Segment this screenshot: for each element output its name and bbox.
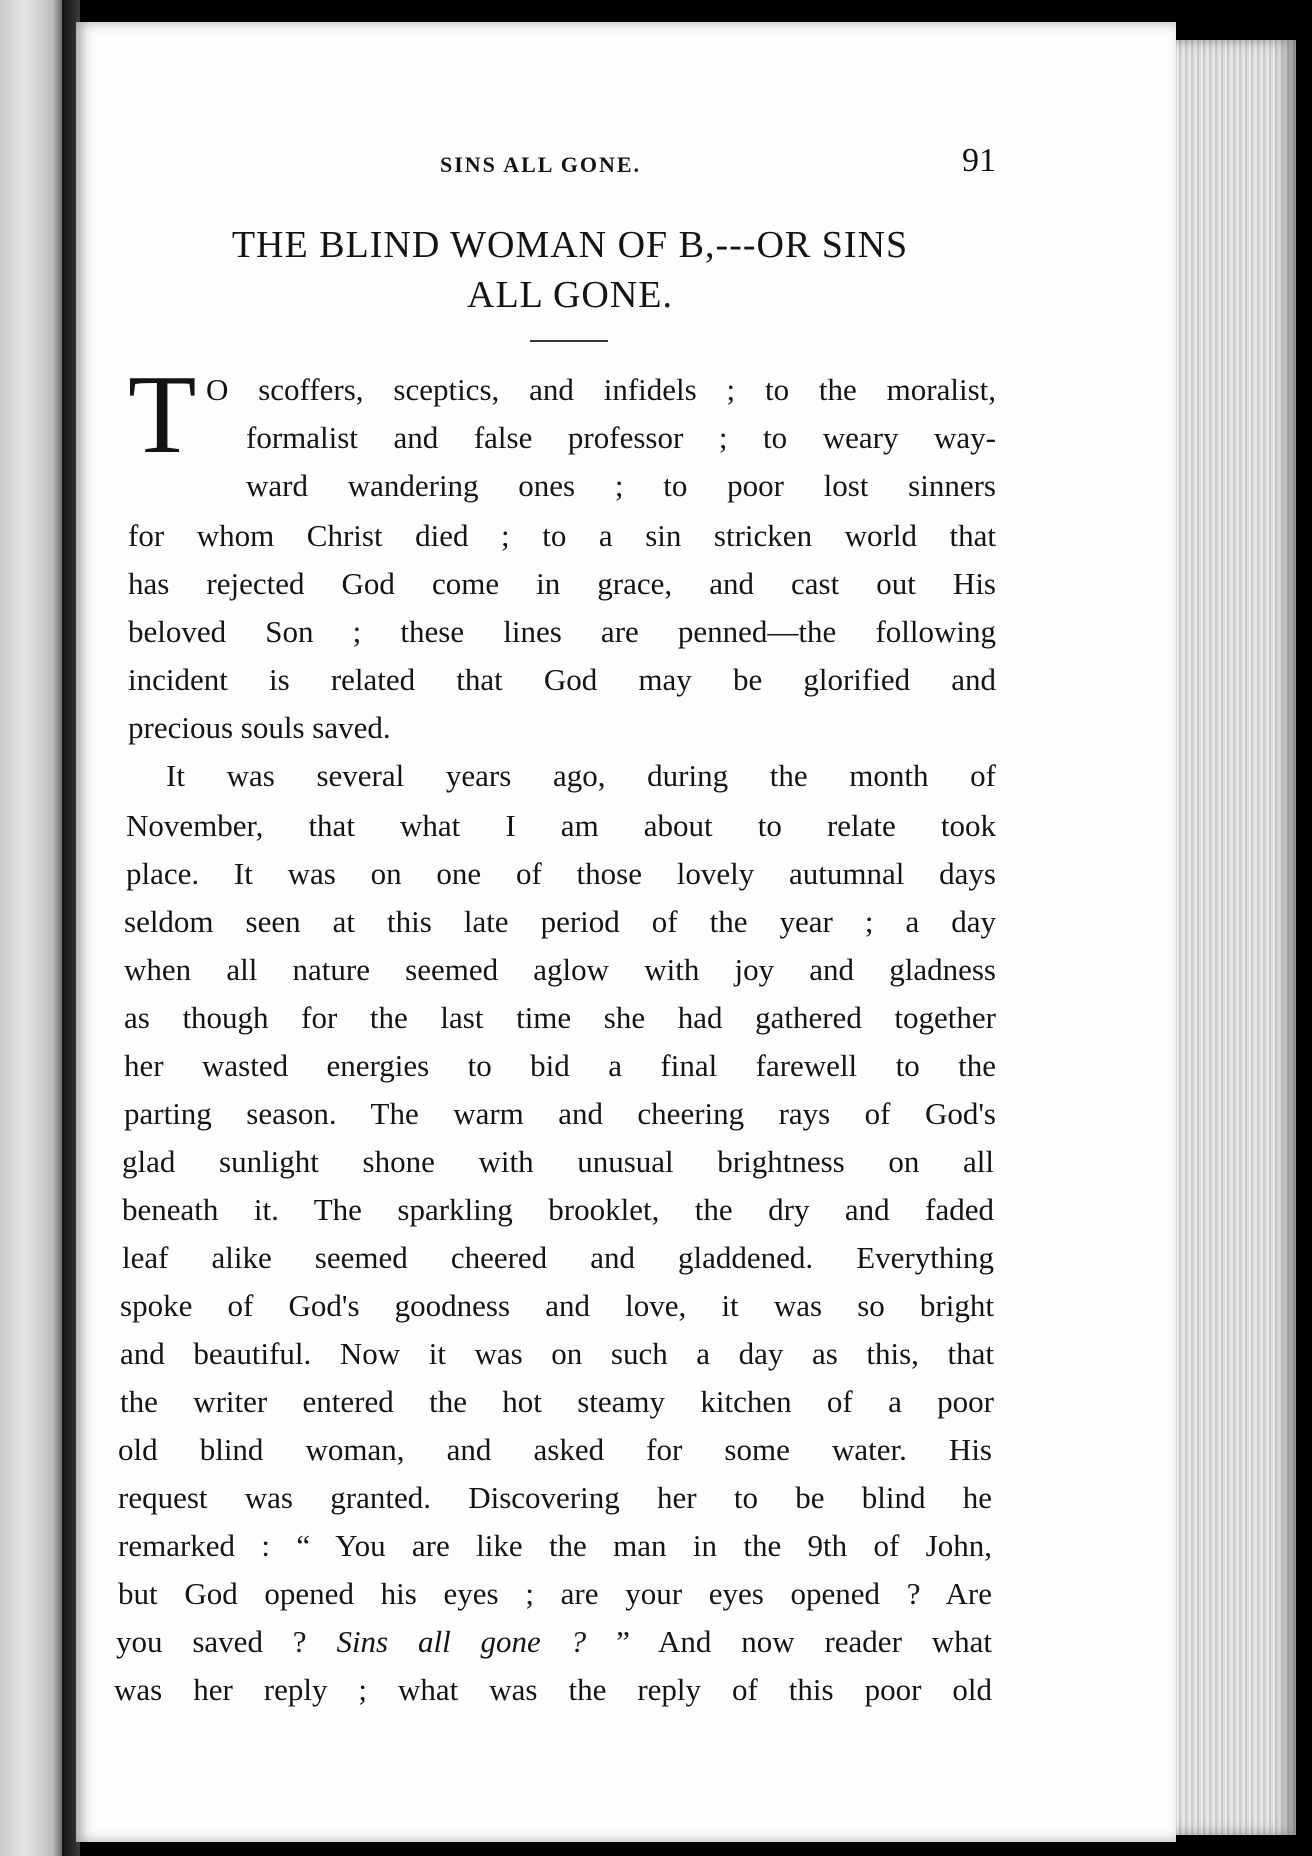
text-line: has rejected God come in grace, and cast out His xyxy=(128,566,996,601)
text-span: ” And now reader what xyxy=(616,1624,993,1659)
title-ornament-rule xyxy=(530,340,608,345)
text-line: O scoffers, sceptics, and infidels ; to the moralist, xyxy=(206,372,996,407)
text-line: beneath it. The sparkling brooklet, the dry and faded xyxy=(122,1192,994,1227)
text-line: remarked : “ You are like the man in the 9th of John, xyxy=(118,1528,992,1563)
text-line: request was granted. Discovering her to be blind he xyxy=(118,1480,992,1515)
text-line: old blind woman, and asked for some water. His xyxy=(118,1432,992,1467)
text-line: precious souls saved. xyxy=(128,710,391,745)
text-line: seldom seen at this late period of the year ; a day xyxy=(124,904,996,939)
text-line xyxy=(116,1622,992,1662)
chapter-title-line-2: ALL GONE. xyxy=(467,274,673,316)
text-line: was her reply ; what was the reply of this poor old xyxy=(114,1672,992,1707)
text-line: November, that what I am about to relate took xyxy=(126,808,996,843)
facing-page-edge xyxy=(0,0,62,1856)
drop-cap: T xyxy=(128,353,197,477)
text-span: you saved ? xyxy=(116,1624,337,1659)
text-line: It was several years ago, during the month of xyxy=(166,758,996,793)
text-line: when all nature seemed aglow with joy and gladness xyxy=(124,952,996,987)
text-line: incident is related that God may be glorified and xyxy=(128,662,996,697)
text-line: glad sunlight shone with unusual brightness on all xyxy=(122,1144,994,1179)
text-line: formalist and false professor ; to weary way- xyxy=(246,420,996,455)
page-edges xyxy=(1170,40,1296,1835)
text-line: place. It was on one of those lovely autumnal days xyxy=(126,856,996,891)
italic-text: Sins all gone ? xyxy=(336,1624,587,1659)
page-number: 91 xyxy=(962,142,996,179)
running-head: SINS ALL GONE. xyxy=(440,152,642,177)
text-line: beloved Son ; these lines are penned—the following xyxy=(128,614,996,649)
text-line: her wasted energies to bid a final farewell to the xyxy=(124,1048,996,1083)
text-line: for whom Christ died ; to a sin stricken world that xyxy=(128,518,996,553)
text-line: parting season. The warm and cheering rays of God's xyxy=(124,1096,996,1131)
chapter-title-line-1: THE BLIND WOMAN OF B,---OR SINS xyxy=(231,224,909,266)
text-line: the writer entered the hot steamy kitchen of a poor xyxy=(120,1384,994,1419)
text-line: spoke of God's goodness and love, it was so bright xyxy=(120,1288,994,1323)
text-line: and beautiful. Now it was on such a day as this, that xyxy=(120,1336,994,1371)
text-line: but God opened his eyes ; are your eyes opened ? Are xyxy=(118,1576,992,1611)
text-line: leaf alike seemed cheered and gladdened. Everything xyxy=(122,1240,994,1275)
chapter-title xyxy=(130,220,1010,320)
text-line: ward wandering ones ; to poor lost sinners xyxy=(246,468,996,503)
text-line: as though for the last time she had gathered together xyxy=(124,1000,996,1035)
